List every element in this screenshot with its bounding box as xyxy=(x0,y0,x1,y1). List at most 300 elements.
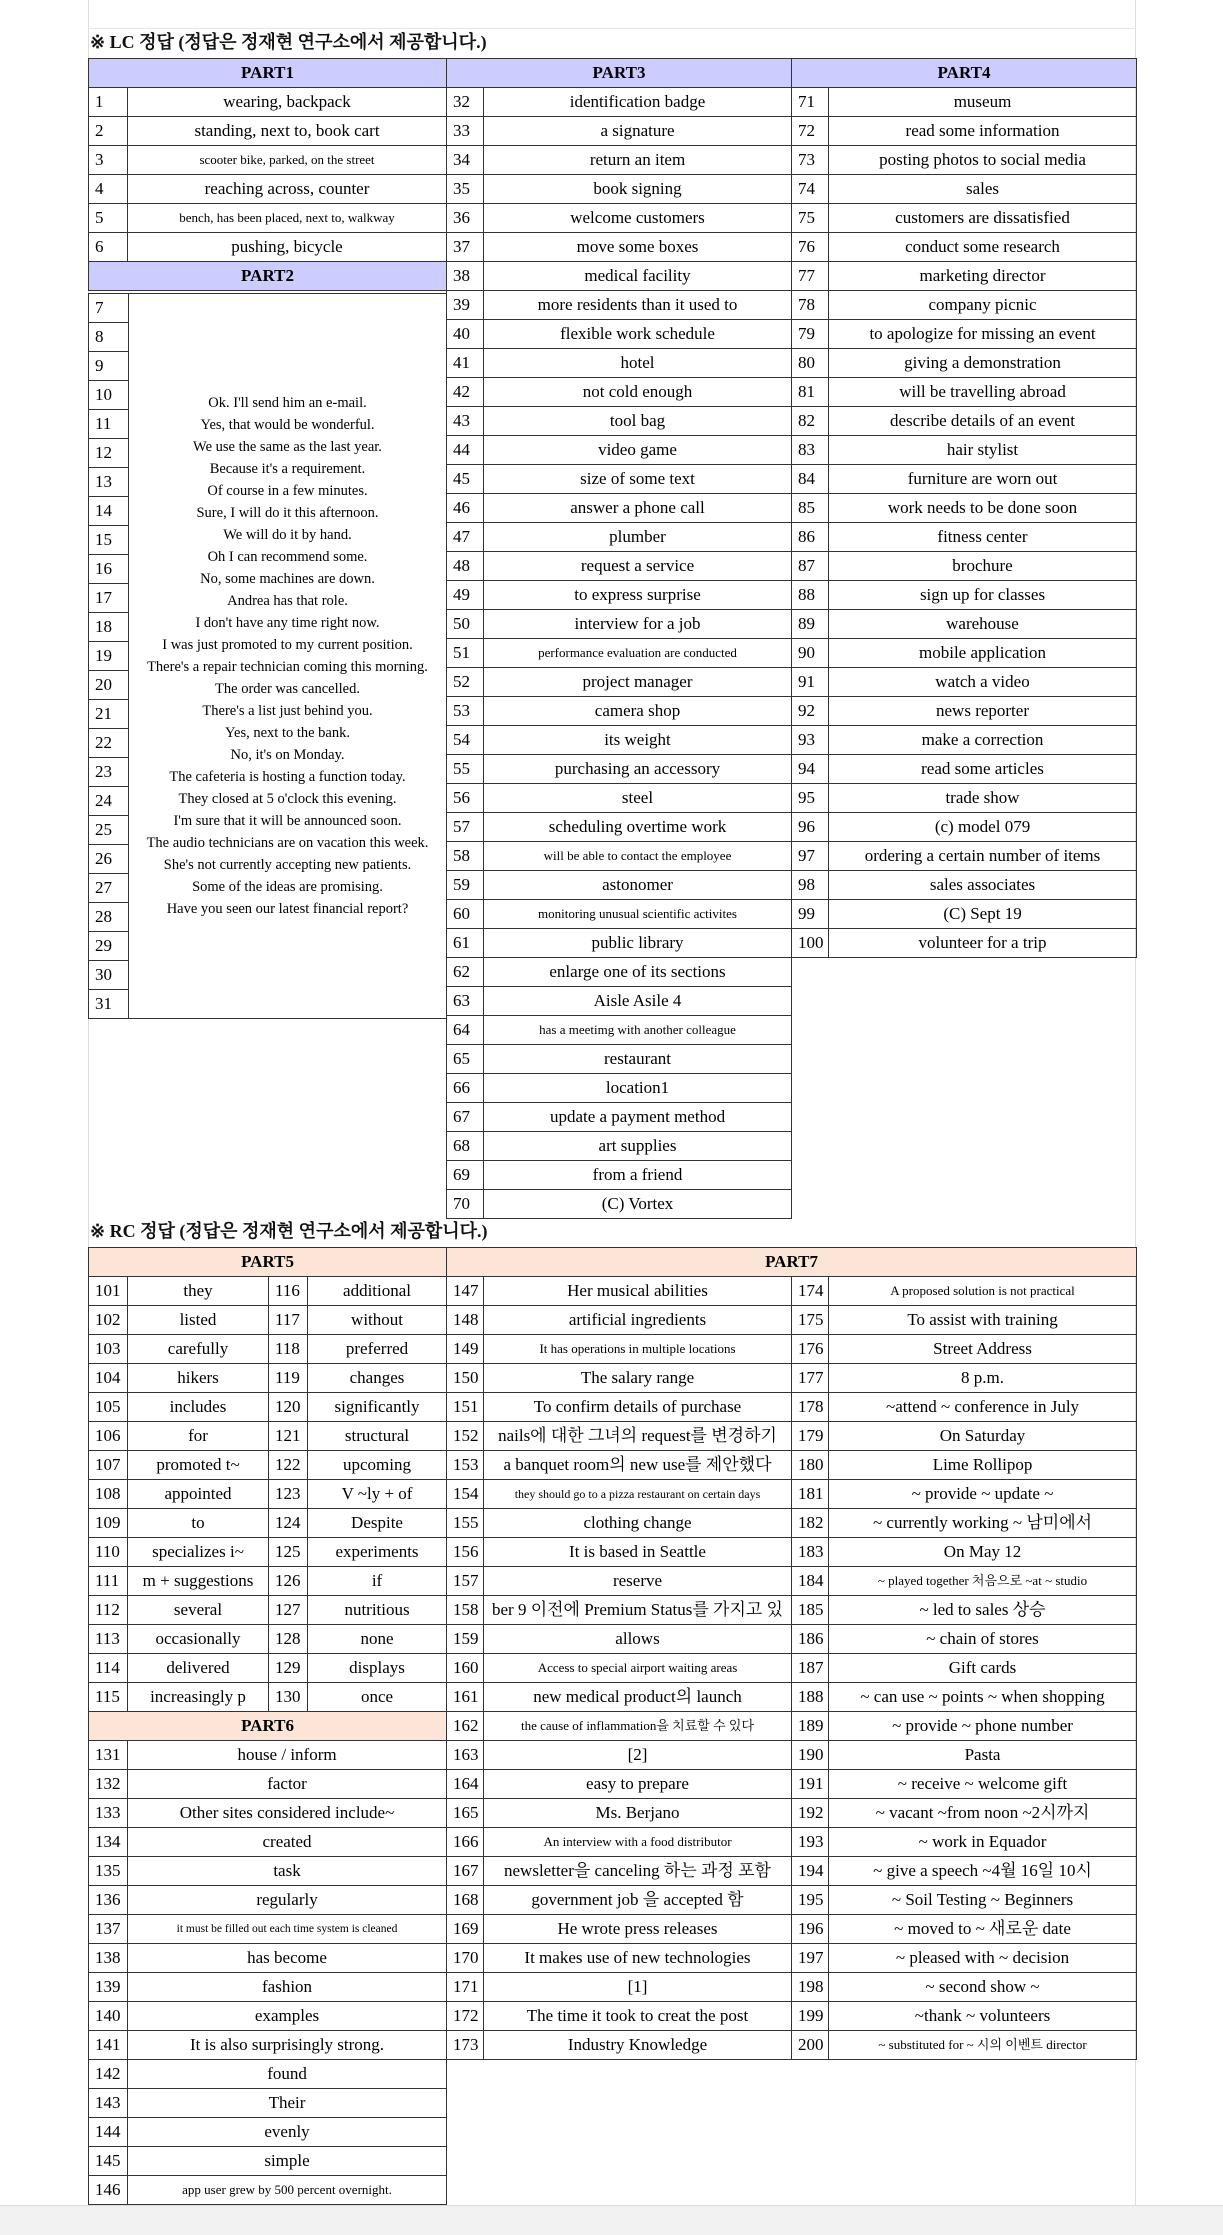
answer-cell: carefully xyxy=(128,1335,269,1364)
question-number: 1 xyxy=(89,88,128,117)
answer-cell: identification badge xyxy=(484,88,792,117)
question-number: 155 xyxy=(447,1509,484,1538)
table-row xyxy=(792,697,1137,726)
answer-cell: app user grew by 500 percent overnight. xyxy=(128,2176,447,2205)
table-row xyxy=(447,1422,1137,1451)
part2-number-column xyxy=(88,293,129,1019)
answer-cell: enlarge one of its sections xyxy=(484,958,792,987)
question-number: 28 xyxy=(89,903,129,932)
answer-cell: V ~ly + of xyxy=(308,1480,447,1509)
table-row xyxy=(89,2176,447,2205)
answer-cell: book signing xyxy=(484,175,792,204)
answer-cell: bench, has been placed, next to, walkway xyxy=(128,204,447,233)
answer-cell: structural xyxy=(308,1422,447,1451)
part1-header: PART1 xyxy=(89,59,447,88)
answer-cell: Ms. Berjano xyxy=(484,1799,792,1828)
question-number: 71 xyxy=(792,88,829,117)
table-row xyxy=(447,668,792,697)
question-number: 49 xyxy=(447,581,484,610)
table-row xyxy=(89,117,447,146)
answer-cell: a signature xyxy=(484,117,792,146)
table-row xyxy=(447,581,792,610)
answer-cell: location1 xyxy=(484,1074,792,1103)
question-number: 29 xyxy=(89,932,129,961)
question-number: 7 xyxy=(89,294,129,323)
question-number: 170 xyxy=(447,1944,484,1973)
answer-cell: Their xyxy=(128,2089,447,2118)
answer-cell: ~ moved to ~ 새로운 date xyxy=(829,1915,1137,1944)
question-number: 34 xyxy=(447,146,484,175)
answer-cell: customers are dissatisfied xyxy=(829,204,1137,233)
question-number: 148 xyxy=(447,1306,484,1335)
question-number: 23 xyxy=(89,758,129,787)
answer-cell: ordering a certain number of items xyxy=(829,842,1137,871)
answer-cell: ber 9 이전에 Premium Status를 가지고 있 xyxy=(484,1596,792,1625)
answer-cell: more residents than it used to xyxy=(484,291,792,320)
table-row xyxy=(447,726,792,755)
answer-cell: listed xyxy=(128,1306,269,1335)
answer-cell: ~attend ~ conference in July xyxy=(829,1393,1137,1422)
question-number: 159 xyxy=(447,1625,484,1654)
question-number: 11 xyxy=(89,410,129,439)
question-number: 138 xyxy=(89,1944,128,1973)
question-number: 151 xyxy=(447,1393,484,1422)
answer-cell: standing, next to, book cart xyxy=(128,117,447,146)
table-row xyxy=(447,1625,1137,1654)
question-number: 19 xyxy=(89,642,129,671)
answer-cell: increasingly p xyxy=(128,1683,269,1712)
question-number: 40 xyxy=(447,320,484,349)
question-number: 164 xyxy=(447,1770,484,1799)
question-number: 171 xyxy=(447,1973,484,2002)
question-number: 83 xyxy=(792,436,829,465)
table-row xyxy=(447,1509,1137,1538)
question-number: 10 xyxy=(89,381,129,410)
question-number: 102 xyxy=(89,1306,128,1335)
question-number: 193 xyxy=(792,1828,829,1857)
table-row xyxy=(792,117,1137,146)
part2-answer-line: I'm sure that it will be announced soon. xyxy=(173,813,402,829)
part2-answer-line: Yes, that would be wonderful. xyxy=(200,417,375,433)
question-number: 60 xyxy=(447,900,484,929)
table-row xyxy=(447,1538,1137,1567)
question-number: 146 xyxy=(89,2176,128,2205)
table-row xyxy=(447,117,792,146)
table-row xyxy=(447,813,792,842)
answer-cell: artificial ingredients xyxy=(484,1306,792,1335)
question-number: 27 xyxy=(89,874,129,903)
table-row xyxy=(792,610,1137,639)
question-number: 6 xyxy=(89,233,128,262)
answer-cell: Street Address xyxy=(829,1335,1137,1364)
question-number: 112 xyxy=(89,1596,128,1625)
table-row xyxy=(447,1364,1137,1393)
question-number: 111 xyxy=(89,1567,128,1596)
question-number: 89 xyxy=(792,610,829,639)
question-number: 55 xyxy=(447,755,484,784)
answer-cell: found xyxy=(128,2060,447,2089)
answer-cell: Industry Knowledge xyxy=(484,2031,792,2060)
table-row xyxy=(792,88,1137,117)
answer-cell: He wrote press releases xyxy=(484,1915,792,1944)
part2-answer-line: Because it's a requirement. xyxy=(209,461,366,477)
question-number: 41 xyxy=(447,349,484,378)
answer-cell: ~thank ~ volunteers xyxy=(829,2002,1137,2031)
answer-cell: warehouse xyxy=(829,610,1137,639)
question-number: 149 xyxy=(447,1335,484,1364)
table-row xyxy=(792,726,1137,755)
answer-cell: news reporter xyxy=(829,697,1137,726)
table-row xyxy=(447,639,792,668)
answer-cell: flexible work schedule xyxy=(484,320,792,349)
question-number: 36 xyxy=(447,204,484,233)
question-number: 123 xyxy=(269,1480,308,1509)
question-number: 135 xyxy=(89,1857,128,1886)
question-number: 44 xyxy=(447,436,484,465)
question-number: 145 xyxy=(89,2147,128,2176)
answer-cell: m + suggestions xyxy=(128,1567,269,1596)
answer-cell: answer a phone call xyxy=(484,494,792,523)
question-number: 26 xyxy=(89,845,129,874)
question-number: 169 xyxy=(447,1915,484,1944)
question-number: 160 xyxy=(447,1654,484,1683)
question-number: 119 xyxy=(269,1364,308,1393)
question-number: 54 xyxy=(447,726,484,755)
question-number: 117 xyxy=(269,1306,308,1335)
part2-answer-line: No, it's on Monday. xyxy=(230,747,345,763)
answer-cell: To confirm details of purchase xyxy=(484,1393,792,1422)
question-number: 177 xyxy=(792,1364,829,1393)
question-number: 76 xyxy=(792,233,829,262)
answer-cell: has become xyxy=(128,1944,447,1973)
question-number: 94 xyxy=(792,755,829,784)
answer-cell: Access to special airport waiting areas xyxy=(484,1654,792,1683)
question-number: 51 xyxy=(447,639,484,668)
table-row xyxy=(89,1509,447,1538)
table-row xyxy=(89,233,447,262)
question-number: 33 xyxy=(447,117,484,146)
answer-cell: simple xyxy=(128,2147,447,2176)
answer-cell: sign up for classes xyxy=(829,581,1137,610)
answer-cell: ~ work in Equador xyxy=(829,1828,1137,1857)
answer-cell: museum xyxy=(829,88,1137,117)
table-row xyxy=(447,291,792,320)
answer-cell: occasionally xyxy=(128,1625,269,1654)
part6-header: PART6 xyxy=(89,1712,447,1741)
answer-cell: scooter bike, parked, on the street xyxy=(128,146,447,175)
table-row xyxy=(447,900,792,929)
answer-cell: not cold enough xyxy=(484,378,792,407)
question-number: 12 xyxy=(89,439,129,468)
table-row xyxy=(447,349,792,378)
table-row xyxy=(447,2002,1137,2031)
table-row xyxy=(89,2060,447,2089)
answer-cell: Gift cards xyxy=(829,1654,1137,1683)
question-number: 183 xyxy=(792,1538,829,1567)
question-number: 86 xyxy=(792,523,829,552)
question-number: 175 xyxy=(792,1306,829,1335)
question-number: 108 xyxy=(89,1480,128,1509)
table-row xyxy=(447,1944,1137,1973)
answer-cell: posting photos to social media xyxy=(829,146,1137,175)
answer-cell: video game xyxy=(484,436,792,465)
answer-cell: art supplies xyxy=(484,1132,792,1161)
part2-answer-line: The audio technicians are on vacation this week. xyxy=(146,835,429,851)
question-number: 87 xyxy=(792,552,829,581)
part2-answer-line: Of course in a few minutes. xyxy=(207,483,368,499)
question-number: 106 xyxy=(89,1422,128,1451)
table-row xyxy=(792,929,1137,958)
answer-cell: plumber xyxy=(484,523,792,552)
question-number: 116 xyxy=(269,1277,308,1306)
table-row xyxy=(447,1828,1137,1857)
question-number: 128 xyxy=(269,1625,308,1654)
answer-cell: interview for a job xyxy=(484,610,792,639)
question-number: 52 xyxy=(447,668,484,697)
answer-cell: displays xyxy=(308,1654,447,1683)
question-number: 39 xyxy=(447,291,484,320)
answer-cell: marketing director xyxy=(829,262,1137,291)
question-number: 62 xyxy=(447,958,484,987)
question-number: 69 xyxy=(447,1161,484,1190)
question-number: 197 xyxy=(792,1944,829,1973)
answer-cell: giving a demonstration xyxy=(829,349,1137,378)
question-number: 74 xyxy=(792,175,829,204)
answer-cell: Her musical abilities xyxy=(484,1277,792,1306)
question-number: 77 xyxy=(792,262,829,291)
table-row xyxy=(447,88,792,117)
question-number: 4 xyxy=(89,175,128,204)
answer-cell: created xyxy=(128,1828,447,1857)
answer-cell: the cause of inflammation을 치료할 수 있다 xyxy=(484,1712,792,1741)
answer-cell: Other sites considered include~ xyxy=(128,1799,447,1828)
answer-cell: a banquet room의 new use를 제안했다 xyxy=(484,1451,792,1480)
table-row xyxy=(89,2089,447,2118)
answer-cell: fitness center xyxy=(829,523,1137,552)
part5-part6-table xyxy=(88,1247,447,2205)
question-number: 5 xyxy=(89,204,128,233)
answer-cell: without xyxy=(308,1306,447,1335)
part2-answer-line: Sure, I will do it this afternoon. xyxy=(196,505,379,521)
question-number: 157 xyxy=(447,1567,484,1596)
question-number: 115 xyxy=(89,1683,128,1712)
question-number: 125 xyxy=(269,1538,308,1567)
question-number: 156 xyxy=(447,1538,484,1567)
answer-cell: its weight xyxy=(484,726,792,755)
table-row xyxy=(89,1335,447,1364)
table-row xyxy=(89,1393,447,1422)
table-row xyxy=(792,523,1137,552)
answer-cell: has a meetimg with another colleague xyxy=(484,1016,792,1045)
table-row xyxy=(447,1016,792,1045)
answer-cell: delivered xyxy=(128,1654,269,1683)
table-row xyxy=(89,1741,447,1770)
table-row xyxy=(447,842,792,871)
question-number: 68 xyxy=(447,1132,484,1161)
answer-cell: will be able to contact the employee xyxy=(484,842,792,871)
question-number: 53 xyxy=(447,697,484,726)
question-number: 65 xyxy=(447,1045,484,1074)
table-row xyxy=(447,1132,792,1161)
answer-cell: none xyxy=(308,1625,447,1654)
part2-answer-line: Some of the ideas are promising. xyxy=(192,879,383,895)
table-row xyxy=(89,88,447,117)
answer-cell: purchasing an accessory xyxy=(484,755,792,784)
answer-cell: they xyxy=(128,1277,269,1306)
answer-cell: Lime Rollipop xyxy=(829,1451,1137,1480)
question-number: 31 xyxy=(89,990,129,1019)
table-row xyxy=(447,610,792,639)
question-number: 18 xyxy=(89,613,129,642)
question-number: 161 xyxy=(447,1683,484,1712)
table-row xyxy=(89,2002,447,2031)
part2-answer-line: Ok. I'll send him an e-mail. xyxy=(208,395,367,411)
question-number: 184 xyxy=(792,1567,829,1596)
answer-cell: public library xyxy=(484,929,792,958)
answer-cell: read some information xyxy=(829,117,1137,146)
answer-cell: ~ currently working ~ 남미에서 xyxy=(829,1509,1137,1538)
table-row xyxy=(447,204,792,233)
table-row xyxy=(792,204,1137,233)
table-row xyxy=(792,175,1137,204)
question-number: 181 xyxy=(792,1480,829,1509)
table-row xyxy=(792,465,1137,494)
answer-cell: reaching across, counter xyxy=(128,175,447,204)
question-number: 99 xyxy=(792,900,829,929)
part2-answers xyxy=(128,293,447,1019)
question-number: 167 xyxy=(447,1857,484,1886)
question-number: 130 xyxy=(269,1683,308,1712)
question-number: 79 xyxy=(792,320,829,349)
part2-answer-line: There's a list just behind you. xyxy=(202,703,373,719)
part2-answer-line: We use the same as the last year. xyxy=(193,439,382,455)
question-number: 90 xyxy=(792,639,829,668)
question-number: 195 xyxy=(792,1886,829,1915)
question-number: 81 xyxy=(792,378,829,407)
answer-cell: An interview with a food distributor xyxy=(484,1828,792,1857)
question-number: 192 xyxy=(792,1799,829,1828)
table-row xyxy=(89,1422,447,1451)
table-row xyxy=(447,1654,1137,1683)
table-row xyxy=(447,2031,1137,2060)
answer-cell: ~ provide ~ update ~ xyxy=(829,1480,1137,1509)
question-number: 82 xyxy=(792,407,829,436)
question-number: 15 xyxy=(89,526,129,555)
question-number: 200 xyxy=(792,2031,829,2060)
table-row xyxy=(89,204,447,233)
answer-cell: experiments xyxy=(308,1538,447,1567)
answer-cell: ~ receive ~ welcome gift xyxy=(829,1770,1137,1799)
answer-cell: It is based in Seattle xyxy=(484,1538,792,1567)
answer-cell: hair stylist xyxy=(829,436,1137,465)
question-number: 142 xyxy=(89,2060,128,2089)
answer-cell: ~ substituted for ~ 시의 이벤트 director xyxy=(829,2031,1137,2060)
question-number: 122 xyxy=(269,1451,308,1480)
part2-answer-line: The order was cancelled. xyxy=(215,681,360,697)
table-row xyxy=(447,1103,792,1132)
answer-cell: 8 p.m. xyxy=(829,1364,1137,1393)
table-row xyxy=(447,1712,1137,1741)
question-number: 118 xyxy=(269,1335,308,1364)
table-row xyxy=(447,987,792,1016)
question-number: 153 xyxy=(447,1451,484,1480)
part2-answer-line: Oh I can recommend some. xyxy=(207,549,368,565)
question-number: 168 xyxy=(447,1886,484,1915)
table-row xyxy=(447,378,792,407)
question-number: 144 xyxy=(89,2118,128,2147)
question-number: 134 xyxy=(89,1828,128,1857)
answer-cell: nails에 대한 그녀의 request를 변경하기 xyxy=(484,1422,792,1451)
answer-cell: upcoming xyxy=(308,1451,447,1480)
answer-cell: fashion xyxy=(128,1973,447,2002)
table-row xyxy=(447,1393,1137,1422)
question-number: 73 xyxy=(792,146,829,175)
answer-cell: ~ chain of stores xyxy=(829,1625,1137,1654)
table-row xyxy=(792,784,1137,813)
table-row xyxy=(89,1857,447,1886)
question-number: 136 xyxy=(89,1886,128,1915)
question-number: 165 xyxy=(447,1799,484,1828)
question-number: 63 xyxy=(447,987,484,1016)
question-number: 16 xyxy=(89,555,129,584)
question-number: 14 xyxy=(89,497,129,526)
question-number: 140 xyxy=(89,2002,128,2031)
answer-cell: [1] xyxy=(484,1973,792,2002)
question-number: 84 xyxy=(792,465,829,494)
question-number: 57 xyxy=(447,813,484,842)
question-number: 199 xyxy=(792,2002,829,2031)
question-number: 80 xyxy=(792,349,829,378)
table-row xyxy=(447,233,792,262)
table-row xyxy=(447,1277,1137,1306)
answer-cell: to express surprise xyxy=(484,581,792,610)
table-row xyxy=(447,929,792,958)
question-number: 190 xyxy=(792,1741,829,1770)
table-row xyxy=(89,1770,447,1799)
answer-cell: tool bag xyxy=(484,407,792,436)
question-number: 50 xyxy=(447,610,484,639)
table-row xyxy=(89,1596,447,1625)
answer-cell: work needs to be done soon xyxy=(829,494,1137,523)
table-row xyxy=(447,1596,1137,1625)
question-number: 191 xyxy=(792,1770,829,1799)
part2-answer-line: Yes, next to the bank. xyxy=(225,725,350,741)
question-number: 38 xyxy=(447,262,484,291)
question-number: 188 xyxy=(792,1683,829,1712)
table-row xyxy=(447,1335,1137,1364)
table-row xyxy=(447,1915,1137,1944)
answer-cell: preferred xyxy=(308,1335,447,1364)
table-row xyxy=(792,900,1137,929)
question-number: 97 xyxy=(792,842,829,871)
question-number: 162 xyxy=(447,1712,484,1741)
table-row xyxy=(447,1045,792,1074)
table-row xyxy=(89,1625,447,1654)
answer-cell: pushing, bicycle xyxy=(128,233,447,262)
question-number: 64 xyxy=(447,1016,484,1045)
table-row xyxy=(792,813,1137,842)
part3-header: PART3 xyxy=(447,59,792,88)
answer-cell: make a correction xyxy=(829,726,1137,755)
question-number: 113 xyxy=(89,1625,128,1654)
question-number: 85 xyxy=(792,494,829,523)
answer-cell: furniture are worn out xyxy=(829,465,1137,494)
answer-cell: once xyxy=(308,1683,447,1712)
table-row xyxy=(89,146,447,175)
table-row xyxy=(89,175,447,204)
answer-cell: steel xyxy=(484,784,792,813)
answer-cell: medical facility xyxy=(484,262,792,291)
